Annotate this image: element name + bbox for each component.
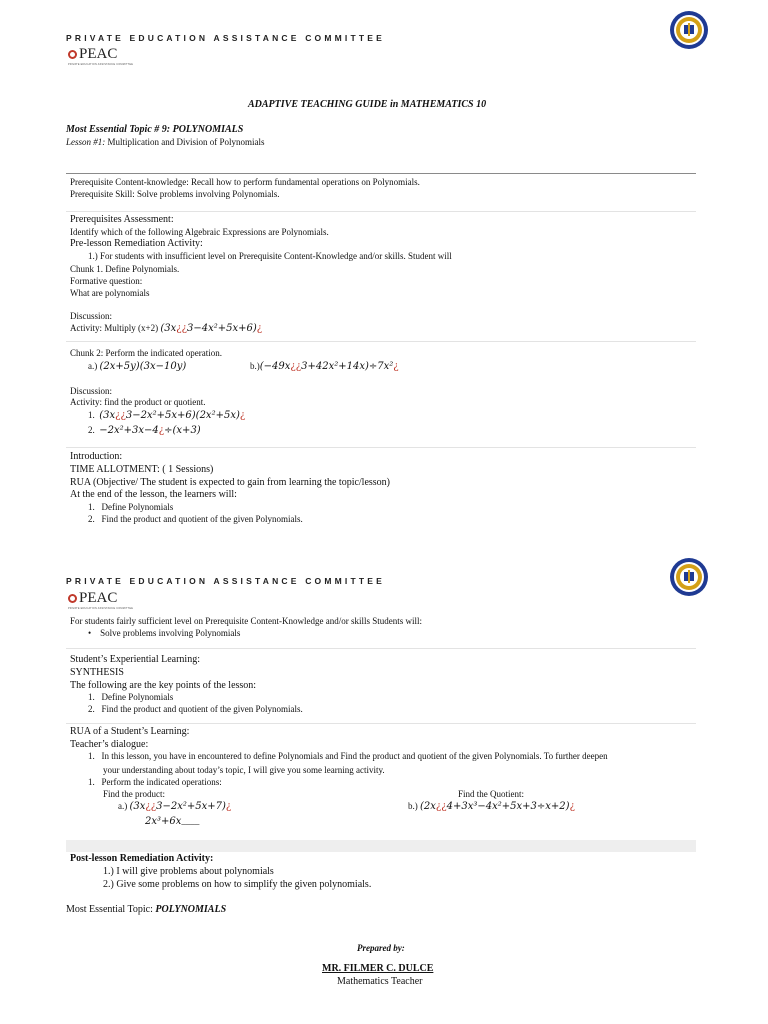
post-lesson-heading: Post-lesson Remediation Activity: [70,853,214,864]
act2-item1-red-2: ¿ [239,410,246,421]
peac-logo [68,46,117,63]
topic-label: Most Essential Topic # 9: POLYNOMIALS [66,124,244,135]
lesson-label: Lesson #1: [66,137,106,147]
prod-red: ¿¿ [145,801,157,812]
peac-logo-text: PEAC [79,590,118,606]
chunk2-a-label: a.) [88,361,98,371]
item-text: Define Polynomials [101,502,174,512]
find-quotient: Find the Quotient: [458,789,524,799]
quot-red: ¿¿ [435,801,447,812]
chunk2-b-label: b.) [250,361,260,371]
item-number: 2. [88,514,95,524]
prod-label: a.) [118,801,128,811]
act2-item1-math-2: 3−2x²+5x+6)(2x²+5x) [125,410,240,421]
act2-item2-math-2: ÷(x+3) [164,425,201,436]
bullet-item [88,628,240,639]
peac-mark-icon [68,50,77,59]
discussion-1: Discussion: [70,311,113,321]
row-divider [66,341,696,342]
intro-heading: Introduction: [70,451,123,462]
teacher-role: Mathematics Teacher [337,976,423,987]
peac-logo-2 [68,590,117,607]
prod-math-2: 3−2x²+5x+7) [156,801,226,812]
activity-1-red-2: ¿ [256,323,263,334]
lesson-value: Multiplication and Division of Polynomials [105,137,265,147]
chunk2-b-math: (−49x [259,361,291,372]
item-number: 1.) [103,866,114,877]
item-number: 1. [88,502,95,512]
prereq-content: Prerequisite Content-knowledge: Recall how to perform fundamental operations on Polynomials. [70,177,420,187]
formative-question: Formative question: [70,276,143,286]
prod-math: (3x [129,801,146,812]
experiential-heading: Student’s Experiential Learning: [70,654,200,665]
chunk2-b-red: ¿¿ [290,361,302,372]
find-product: Find the product: [103,789,165,799]
item-number: 1. [88,410,95,420]
row-divider [66,648,696,649]
org-header-2: PRIVATE EDUCATION ASSISTANCE COMMITTEE [66,576,385,586]
assessment-heading: Prerequisites Assessment: [70,214,174,225]
activity-1 [70,323,262,334]
key-points: The following are the key points of the lesson: [70,680,257,691]
item-number: 2.) [103,879,114,890]
chunk2-b-red-2: ¿ [393,361,399,372]
item-number: 1. [88,751,95,761]
post-lesson-item-2 [103,879,371,891]
intro-item-1 [88,502,173,513]
teacher-name: MR. FILMER C. DULCE [322,963,434,974]
item-number: 2. [88,425,95,435]
activity-1-prefix: Activity: Multiply (x+2) [70,323,161,333]
activity-2-item-1 [88,410,245,421]
activity-1-math-2: 3−4x²+5x+6) [186,323,257,334]
school-seal-icon [669,557,709,597]
section-divider [66,173,696,174]
peac-logo-subtext: PRIVATE EDUCATION ASSISTANCE COMMITTEE [68,63,134,66]
activity-1-math: (3x [160,323,177,334]
chunk2-b [250,361,399,372]
guide-title: ADAPTIVE TEACHING GUIDE in MATHEMATICS 10 [248,99,487,110]
row-divider [66,723,696,724]
post-lesson-item-1 [103,866,274,878]
prereq-skill: Prerequisite Skill: Solve problems involving Polynomials. [70,189,280,199]
quot-red-2: ¿ [569,801,575,812]
product-line-2 [145,816,199,827]
assessment-identify: Identify which of the following Algebraic Expressions are Polynomials. [70,227,329,237]
perform-item [88,777,222,788]
key-item-2 [88,704,303,715]
item-text: Define Polynomials [101,692,174,702]
product-expression [118,801,231,812]
end-of-lesson: At the end of the lesson, the learners will: [70,489,237,500]
quot-math: (2x [420,801,436,812]
quot-label: b.) [408,801,418,811]
row-divider [66,211,696,212]
answer-blank[interactable]: ____ [181,816,200,826]
dialogue-item [88,751,608,762]
fair-students: For students fairly sufficient level on Prerequisite Content-Knowledge and/or skills Students will: [70,616,423,626]
prepared-by: Prepared by: [357,943,405,953]
chunk2: Chunk 2: Perform the indicated operation. [70,348,222,358]
peac-mark-icon [68,594,77,603]
act2-item1-red: ¿¿ [115,410,126,421]
rua-heading: RUA of a Student’s Learning: [70,726,190,737]
key-item-1 [88,692,173,703]
peac-logo-text: PEAC [79,46,118,62]
activity-2-item-2 [88,425,201,436]
quotient-expression [408,801,575,812]
discussion-2: Discussion: [70,386,113,396]
item-text: I will give problems about polynomials [116,866,274,877]
activity-2: Activity: find the product or quotient. [70,397,206,407]
item-text: Find the product and quotient of the given Polynomials. [101,704,303,714]
act2-item1-math: (3x [99,410,116,421]
act2-item2-red: ¿ [158,425,165,436]
org-header: PRIVATE EDUCATION ASSISTANCE COMMITTEE [66,33,385,43]
bullet-icon: • [88,628,92,638]
remediation-item: 1.) For students with insufficient level on Prerequisite Content-Knowledge and/or skills. Student will [88,251,452,261]
dialogue-line-2: your understanding about today’s topic, I will give you some learning activity. [103,765,385,775]
what-are-polynomials: What are polynomials [70,288,150,298]
time-allotment: TIME ALLOTMENT: ( 1 Sessions) [70,464,214,475]
item-number: 2. [88,704,95,714]
peac-logo-subtext-2: PRIVATE EDUCATION ASSISTANCE COMMITTEE [68,607,134,610]
intro-item-2 [88,514,303,525]
row-divider [66,447,696,448]
item-text: Find the product and quotient of the given Polynomials. [101,514,303,524]
footer-topic-prefix: Most Essential Topic: [66,904,156,915]
bullet-text: Solve problems involving Polynomials [100,628,241,638]
item-number: 1. [88,692,95,702]
perform-text: Perform the indicated operations: [101,777,222,787]
activity-1-red: ¿¿ [176,323,187,334]
footer-topic [66,904,226,916]
lesson-line [66,137,265,148]
synthesis: SYNTHESIS [70,667,124,678]
footer-topic-value: POLYNOMIALS [155,904,227,915]
post-lesson-shade [66,840,696,852]
prod-red-2: ¿ [225,801,232,812]
item-number: 1. [88,777,95,787]
prod-line-2-math: 2x³+6x [145,816,182,827]
rua-objective: RUA (Objective/ The student is expected to gain from learning the topic/lesson) [70,477,391,488]
chunk2-b-math-2: 3+42x²+14x)÷7x² [301,361,394,372]
act2-item2-math: −2x²+3x−4 [99,425,159,436]
chunk1: Chunk 1. Define Polynomials. [70,264,180,274]
chunk2-a [88,361,186,372]
teacher-dialogue: Teacher’s dialogue: [70,739,149,750]
dialogue-line-1: In this lesson, you have in encountered to define Polynomials and Find the product and quotient of the given Polynomials. To further deepen [101,751,608,761]
quot-math-2: 4+3x³−4x²+5x+3÷x+2) [446,801,570,812]
remediation-heading: Pre-lesson Remediation Activity: [70,238,203,249]
chunk2-a-math: (2x+5y)(3x−10y) [99,361,187,372]
item-text: Give some problems on how to simplify the given polynomials. [116,879,372,890]
school-seal-icon [669,10,709,50]
